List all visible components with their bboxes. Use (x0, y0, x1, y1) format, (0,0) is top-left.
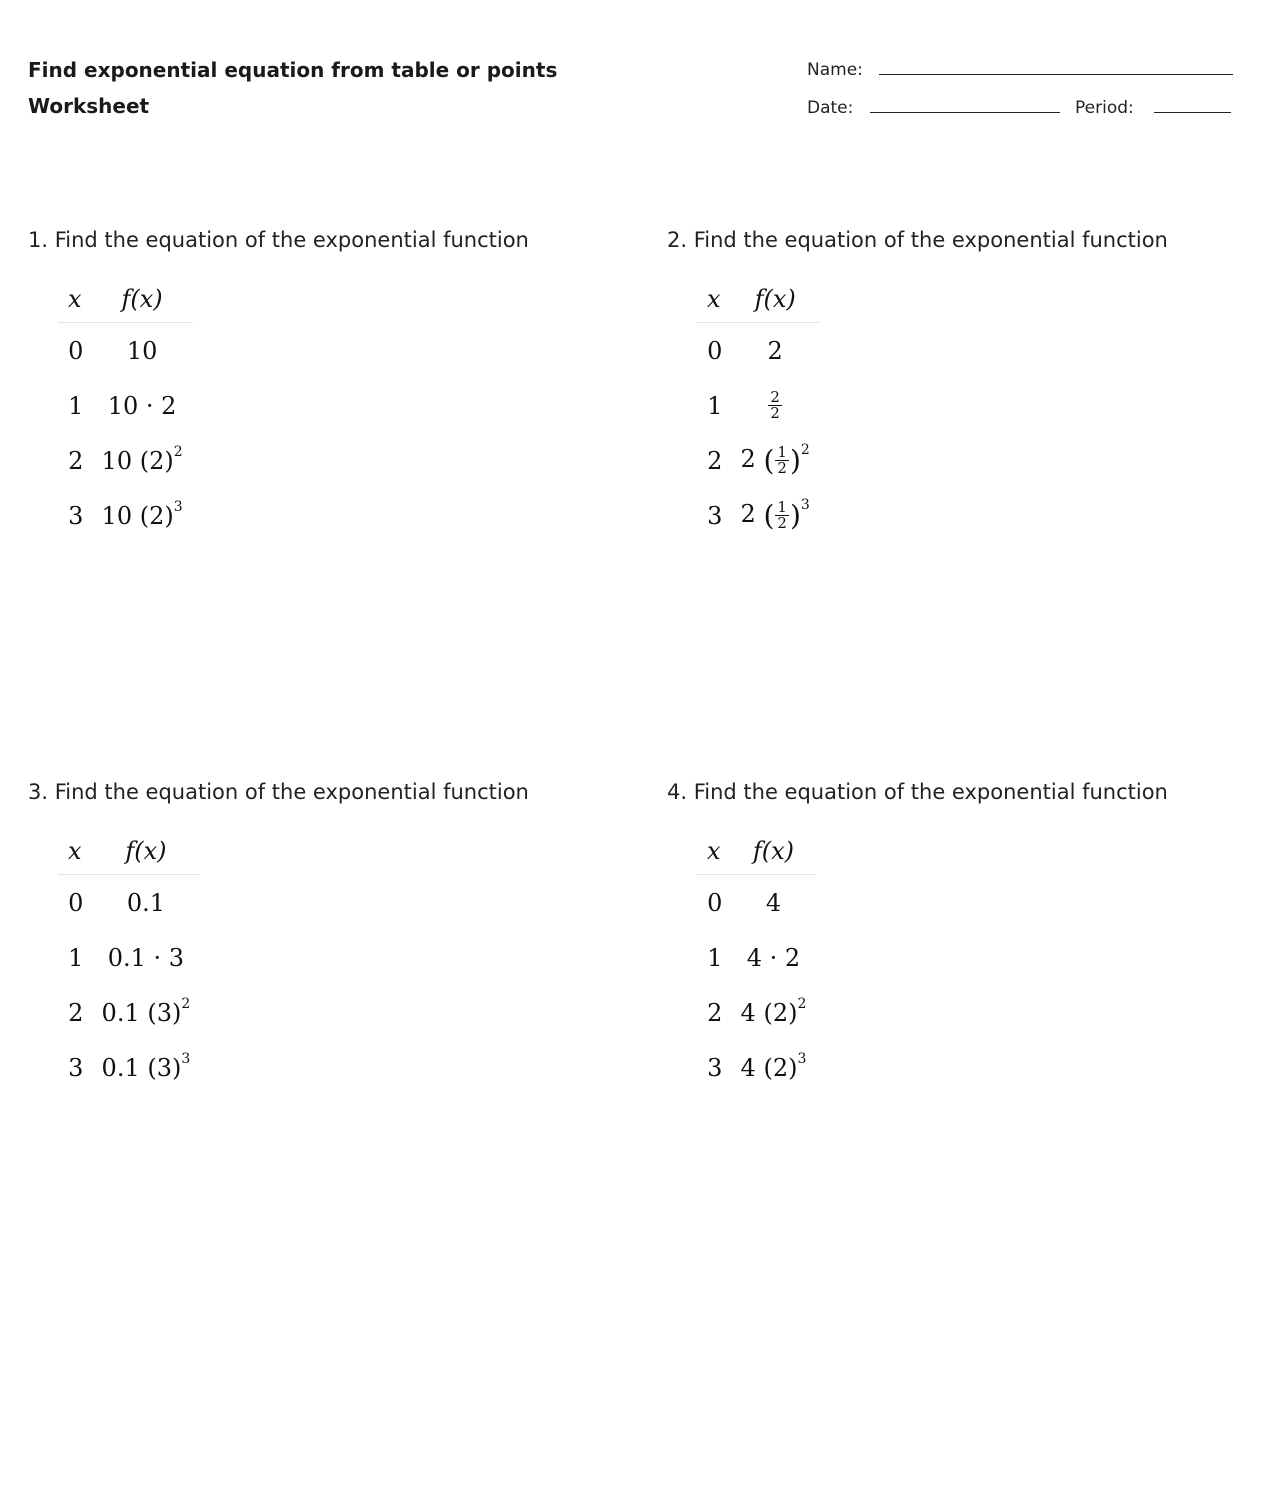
fx-value: 10 (126, 336, 158, 365)
problem-3 (28, 778, 628, 1138)
problem-2-table (697, 276, 820, 543)
col-header-x: x (58, 276, 92, 323)
problem-1-table (58, 276, 193, 543)
table-header-row (697, 276, 820, 323)
fx-value: 2 (767, 336, 783, 365)
worksheet-title (28, 52, 557, 124)
name-label: Name: (807, 60, 863, 80)
title-line-1: Find exponential equation from table or points (28, 58, 558, 82)
x-value: 2 (707, 998, 723, 1027)
fx-value: 4 · 2 (746, 943, 801, 972)
x-value: 2 (68, 446, 84, 475)
fx-value: 4 $(2)^2$ (740, 995, 807, 1027)
problem-3-prompt: 3. Find the equation of the exponential function (28, 780, 529, 804)
date-label: Date: (807, 98, 854, 118)
col-header-fx: f(x) (731, 828, 817, 875)
x-value: 2 (68, 998, 84, 1027)
fraction: $\frac{2}{2}$ (770, 388, 780, 422)
col-header-fx: f(x) (92, 828, 201, 875)
date-field-line[interactable] (870, 112, 1060, 113)
problem-4 (667, 778, 1267, 1138)
table-row (697, 985, 816, 1040)
problem-4-table (697, 828, 816, 1095)
x-value: 3 (68, 501, 84, 530)
x-value: 1 (707, 391, 723, 420)
fx-value (731, 378, 820, 433)
period-field-line[interactable] (1154, 112, 1231, 113)
table-row (697, 378, 820, 433)
table-row (697, 875, 816, 931)
x-value: 1 (707, 943, 723, 972)
fx-value: 10 $(2)^2$ (101, 443, 183, 475)
problem-2 (667, 226, 1267, 586)
fx-value: 10 · 2 (107, 391, 177, 420)
col-header-fx: f(x) (92, 276, 193, 323)
period-label: Period: (1075, 98, 1134, 118)
table-row (58, 1040, 200, 1095)
col-header-x: x (697, 828, 731, 875)
x-value: 3 (68, 1053, 84, 1082)
col-header-fx: f(x) (731, 276, 820, 323)
fraction: $\frac{1}{2}$ (777, 498, 787, 532)
fx-value: 4 $(2)^3$ (740, 1050, 807, 1082)
table-header-row (697, 828, 816, 875)
name-field-line[interactable] (879, 74, 1233, 75)
table-header-row (58, 828, 200, 875)
x-value: 2 (707, 446, 723, 475)
title-line-2: Worksheet (28, 94, 150, 118)
problem-2-prompt: 2. Find the equation of the exponential function (667, 228, 1168, 252)
fx-value: 4 (765, 888, 782, 917)
col-header-x: x (58, 828, 92, 875)
fx-value: 0.1 (126, 888, 165, 917)
fx-value: 0.1 $(3)^3$ (101, 1050, 191, 1082)
fx-value: 2 ( $\frac{1}{2}$ )$^3$ (740, 497, 810, 532)
col-header-x: x (697, 276, 731, 323)
table-row (697, 323, 820, 379)
table-row (58, 985, 200, 1040)
problem-1 (28, 226, 628, 586)
table-row (58, 488, 193, 543)
x-value: 0 (68, 336, 84, 365)
table-row (697, 488, 820, 543)
problem-4-prompt: 4. Find the equation of the exponential function (667, 780, 1168, 804)
x-value: 3 (707, 1053, 723, 1082)
x-value: 3 (707, 501, 723, 530)
table-row (58, 323, 193, 379)
x-value: 1 (68, 391, 84, 420)
fx-value: 0.1 · 3 (107, 943, 185, 972)
table-row (697, 1040, 816, 1095)
table-header-row (58, 276, 193, 323)
x-value: 0 (707, 336, 723, 365)
table-row (697, 433, 820, 488)
fraction: $\frac{1}{2}$ (777, 443, 787, 477)
problem-3-table (58, 828, 200, 1095)
problem-1-prompt: 1. Find the equation of the exponential function (28, 228, 529, 252)
table-row (58, 875, 200, 931)
fx-value: 0.1 $(3)^2$ (101, 995, 191, 1027)
table-row (58, 930, 200, 985)
table-row (58, 378, 193, 433)
table-row (697, 930, 816, 985)
x-value: 0 (68, 888, 84, 917)
fx-value: 2 ( $\frac{1}{2}$ )$^2$ (740, 442, 810, 477)
x-value: 0 (707, 888, 723, 917)
fx-value: 10 $(2)^3$ (101, 498, 183, 530)
x-value: 1 (68, 943, 84, 972)
table-row (58, 433, 193, 488)
